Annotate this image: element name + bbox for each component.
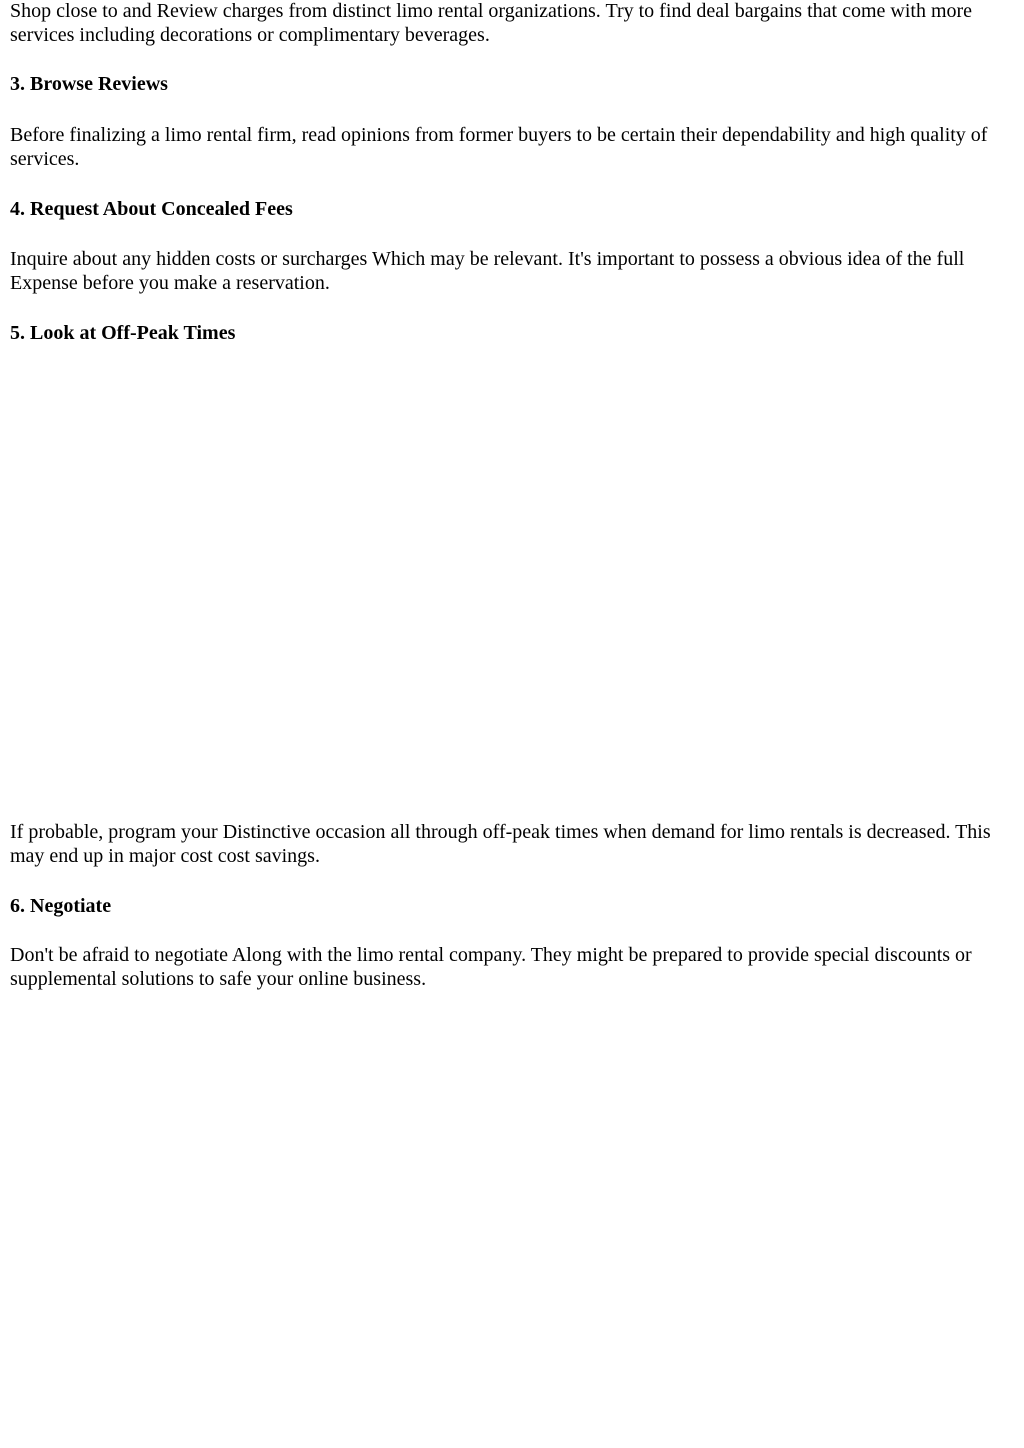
- section-heading-concealed-fees: 4. Request About Concealed Fees: [10, 198, 293, 220]
- section-body-browse-reviews: Before finalizing a limo rental firm, read opinions from former buyers to be certain their dependability and high quality of services.: [10, 124, 988, 170]
- empty-image-area: [10, 365, 1010, 805]
- section-heading-browse-reviews: 3. Browse Reviews: [10, 73, 168, 95]
- intro-paragraph: Shop close to and Review charges from distinct limo rental organizations. Try to find deal bargains that come with more services including decorations or complimentary beverages.: [10, 0, 973, 46]
- section-body-concealed-fees: Inquire about any hidden costs or surcharges Which may be relevant. It's important to possess a obvious idea of the full Expense before you make a reservation.: [10, 248, 965, 294]
- section-heading-negotiate: 6. Negotiate: [10, 895, 112, 917]
- section-heading-off-peak-times: 5. Look at Off-Peak Times: [10, 322, 236, 344]
- section-body-negotiate: Don't be afraid to negotiate Along with the limo rental company. They might be prepared to provide special discounts or supplemental solutions to safe your online business.: [10, 944, 972, 990]
- section-body-off-peak-times: If probable, program your Distinctive occasion all through off-peak times when demand for limo rentals is decreased. This may end up in major cost cost savings.: [10, 821, 991, 867]
